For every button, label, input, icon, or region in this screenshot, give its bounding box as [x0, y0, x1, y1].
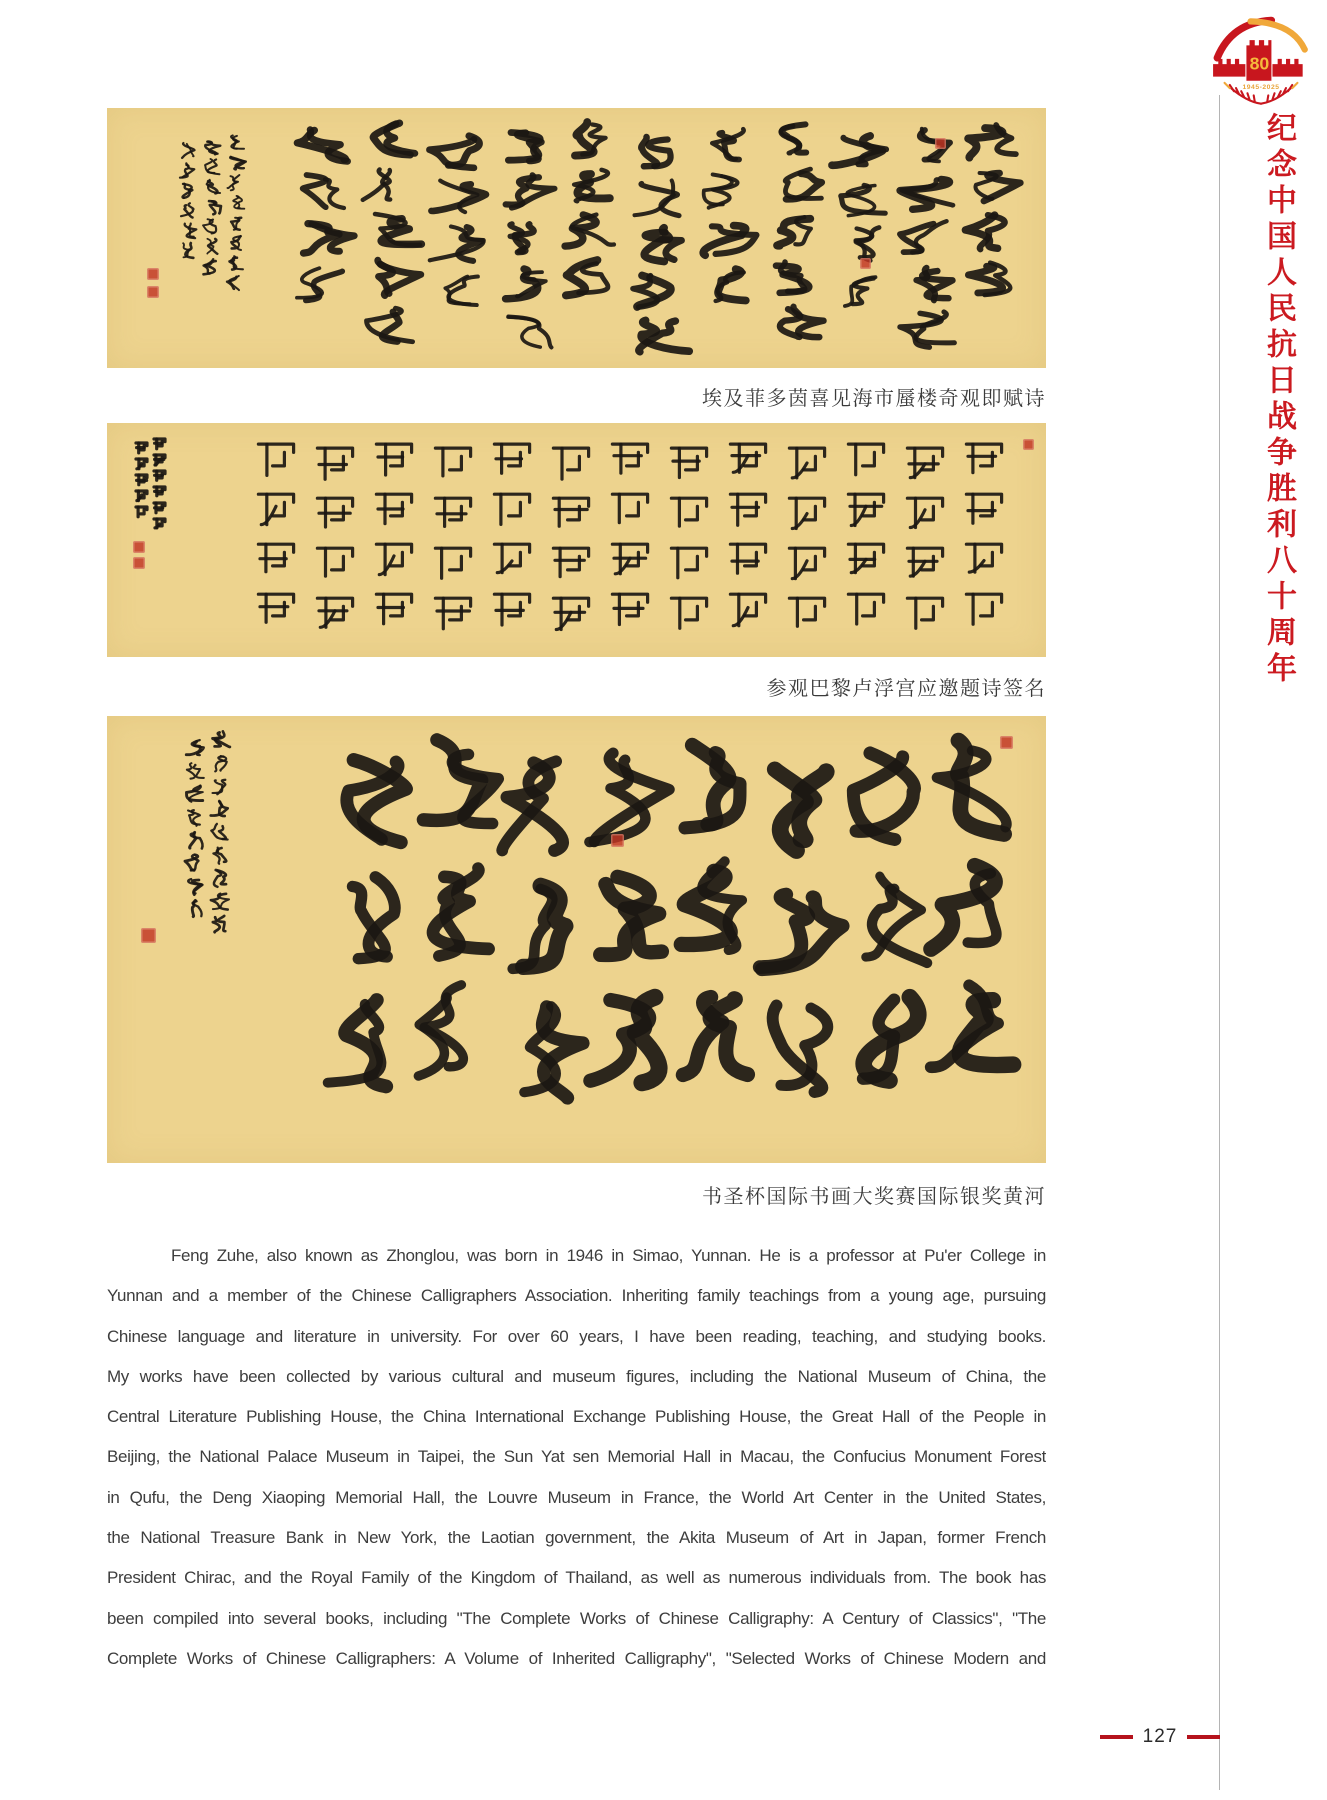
seal-stamp: [133, 557, 145, 569]
page-number: 127: [1142, 1726, 1178, 1747]
biography-paragraph: [107, 1236, 1046, 1679]
page-number-block: [1085, 1722, 1235, 1752]
artwork-caption: 埃及菲多茵喜见海市蜃楼奇观即赋诗: [702, 388, 1046, 410]
calligraphy-artwork-louvre-poem: [107, 423, 1046, 657]
page-number-dash: [1187, 1735, 1220, 1739]
body-text-line: Complete Works of Chinese Calligraphers: A Volume of Inherited Calligraphy", "Selected Works of Chinese Modern and: [107, 1648, 1046, 1668]
calligraphy-ink-strokes: [107, 716, 1046, 1163]
body-text-line: Chinese language and literature in university. For over 60 years, I have been reading, teaching, and studying books.: [107, 1326, 1046, 1346]
calligraphy-ink-strokes: [107, 423, 1046, 657]
seal-stamp: [860, 258, 871, 269]
anniversary-80-logo-icon: [1211, 14, 1311, 108]
seal-stamp: [935, 138, 946, 149]
artwork-caption: 书圣杯国际书画大奖赛国际银奖黄河: [702, 1186, 1046, 1208]
body-text-line: Feng Zuhe, also known as Zhonglou, was born in 1946 in Simao, Yunnan. He is a professor at Pu'er College in: [171, 1246, 1046, 1265]
body-text-line: in Qufu, the Deng Xiaoping Memorial Hall, the Louvre Museum in France, the World Art Center in the United States,: [107, 1487, 1046, 1507]
body-text-line: the National Treasure Bank in New York, the Laotian government, the Akita Museum of Art in Japan, former French: [107, 1528, 1046, 1548]
seal-stamp: [141, 928, 156, 943]
vertical-divider: [1219, 95, 1220, 1790]
body-text-line: Beijing, the National Palace Museum in Taipei, the Sun Yat sen Memorial Hall in Macau, the Confucius Monument Forest: [107, 1447, 1046, 1467]
body-text-line: been compiled into several books, including "The Complete Works of Chinese Calligraphy: A Century of Classics", "The: [107, 1608, 1046, 1628]
body-text-line: Central Literature Publishing House, the China International Exchange Publishing House, the Great Hall of the People in: [107, 1407, 1046, 1427]
seal-stamp: [611, 834, 624, 847]
logo-years: 1945-2025: [1242, 84, 1280, 92]
calligraphy-artwork-mirage-poem: [107, 108, 1046, 368]
seal-stamp: [147, 286, 159, 298]
seal-stamp: [1000, 736, 1013, 749]
calligraphy-artwork-yellow-river: [107, 716, 1046, 1163]
seal-stamp: [147, 268, 159, 280]
body-text-line: President Chirac, and the Royal Family of the Kingdom of Thailand, as well as numerous individuals from. The book has: [107, 1568, 1046, 1588]
artwork-caption: 参观巴黎卢浮宫应邀题诗签名: [766, 678, 1046, 700]
seal-stamp: [1023, 439, 1034, 450]
logo-number: 80: [1249, 53, 1270, 74]
body-text-line: Yunnan and a member of the Chinese Calligraphers Association. Inheriting family teachings from a young age, pursuing: [107, 1286, 1046, 1306]
page-number-dash: [1100, 1735, 1133, 1739]
body-text-line: My works have been collected by various cultural and museum figures, including the National Museum of China, the: [107, 1366, 1046, 1386]
sidebar-vertical-title: 纪念中国人民抗日战争胜利八十周年: [1262, 112, 1295, 688]
calligraphy-ink-strokes: [107, 108, 1046, 368]
seal-stamp: [133, 541, 145, 553]
